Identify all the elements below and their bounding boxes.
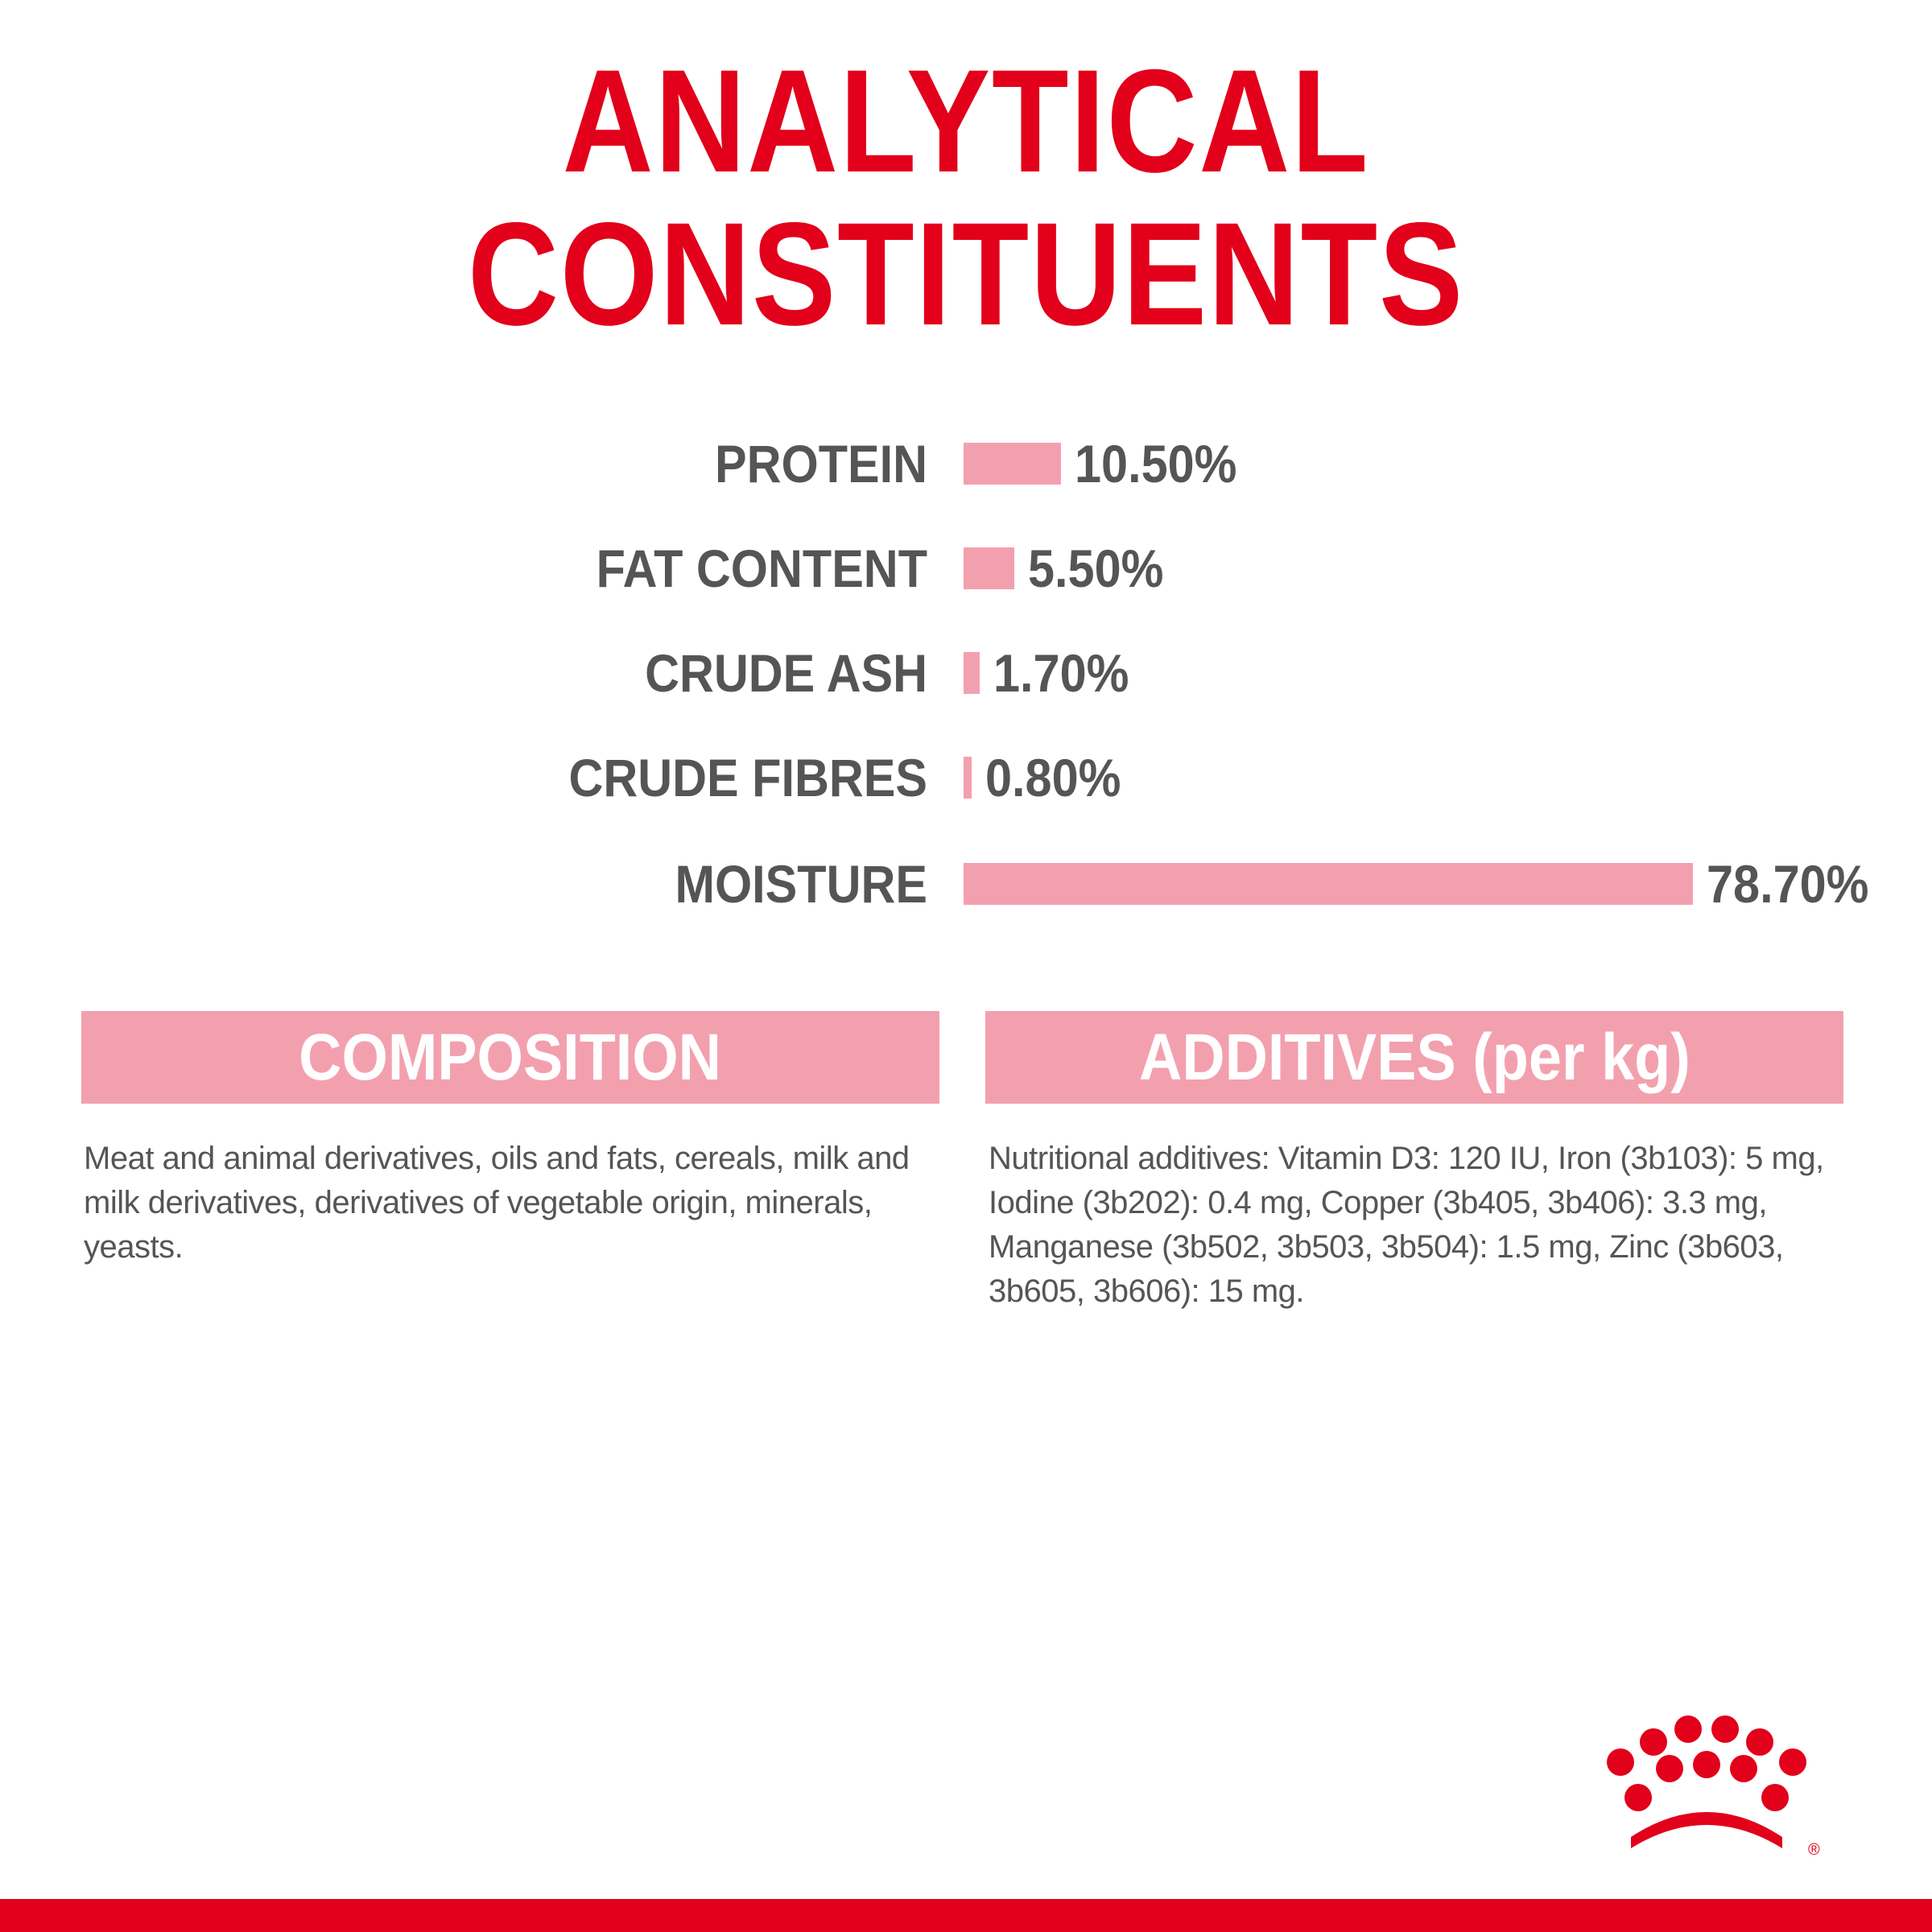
composition-heading-label: COMPOSITION bbox=[299, 1021, 722, 1094]
category-label: MOISTURE bbox=[675, 854, 927, 914]
bar-moisture bbox=[964, 863, 1693, 905]
composition-heading bbox=[81, 1011, 939, 1104]
value-label: 0.80% bbox=[985, 748, 1121, 807]
additives-heading-label: ADDITIVES (per kg) bbox=[1138, 1021, 1690, 1094]
bar-crude-ash bbox=[964, 652, 980, 694]
page-title: ANALYTICAL CONSTITUENTS bbox=[467, 39, 1465, 356]
bar-protein bbox=[964, 443, 1061, 485]
value-label: 10.50% bbox=[1074, 434, 1237, 493]
value-label: 5.50% bbox=[1028, 539, 1164, 598]
composition-text: Meat and animal derivatives, oils and fats, cereals, milk and milk derivatives, derivatives of vegetable origin, minerals, yeasts. bbox=[84, 1141, 910, 1265]
bar-fat-content bbox=[964, 547, 1014, 589]
additives-text: Nutritional additives: Vitamin D3: 120 IU, Iron (3b103): 5 mg, Iodine (3b202): 0.4 mg, Copper (3b405, 3b406): 3.3 mg, Manganese (3b502, 3b503, 3b504): 1.5 mg, Zinc (3b603, 3b605, 3b606): 15 mg. bbox=[989, 1141, 1824, 1309]
crown-logo-icon bbox=[1586, 1707, 1827, 1860]
additives-heading bbox=[985, 1011, 1843, 1104]
category-label: PROTEIN bbox=[714, 434, 927, 493]
category-label: CRUDE ASH bbox=[645, 643, 927, 703]
footer-bar bbox=[0, 1899, 1932, 1932]
registered-mark: ® bbox=[1808, 1841, 1820, 1859]
category-label: FAT CONTENT bbox=[596, 539, 927, 598]
value-label: 78.70% bbox=[1707, 854, 1869, 914]
bar-crude-fibres bbox=[964, 757, 972, 799]
value-label: 1.70% bbox=[993, 643, 1129, 703]
category-label: CRUDE FIBRES bbox=[568, 748, 927, 807]
